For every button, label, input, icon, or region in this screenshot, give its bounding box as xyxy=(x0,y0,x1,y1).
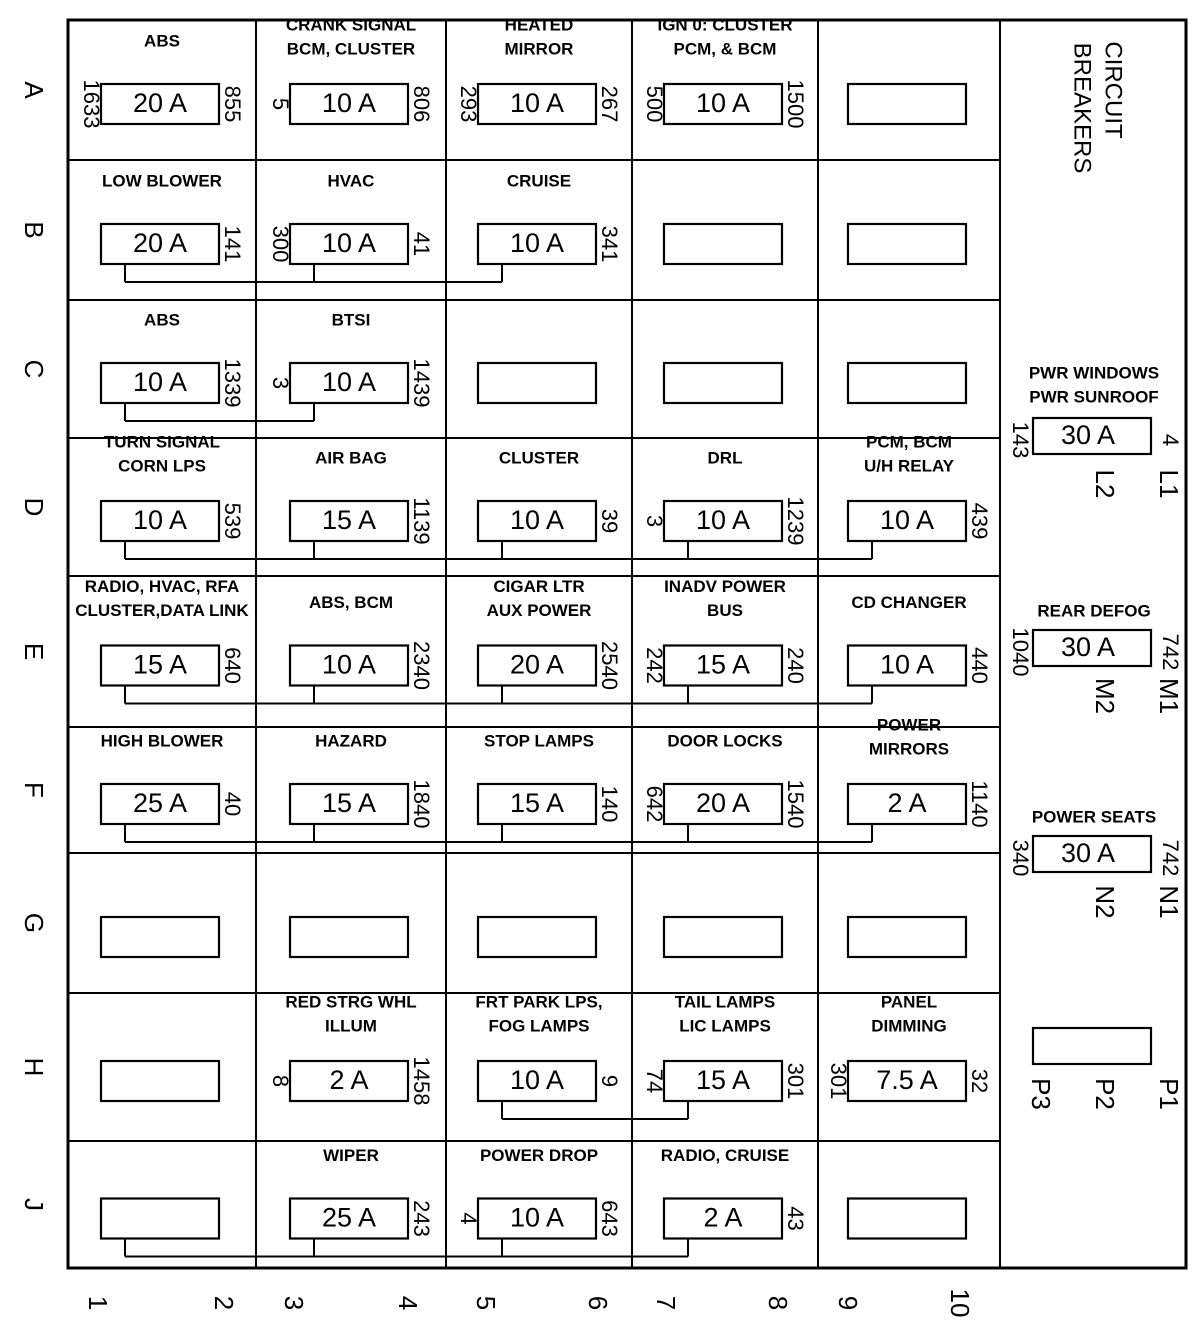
fuse-rating: 10 A xyxy=(509,505,565,536)
row-label-G: G xyxy=(19,912,50,934)
fuse-pin-right: 439 xyxy=(967,502,993,540)
fuse-B5 xyxy=(848,224,966,264)
fuse-rating: 10 A xyxy=(321,228,377,259)
fuse-pin-right: 1239 xyxy=(783,496,809,546)
fuse-J5 xyxy=(848,1199,966,1239)
fuse-E4 xyxy=(642,577,808,686)
fuse-F4 xyxy=(642,731,808,828)
fuse-rating: 15 A xyxy=(321,788,377,819)
fuse-pin-right: 240 xyxy=(783,647,809,684)
fuse-rating: 10 A xyxy=(132,367,188,398)
fuse-pin-right: 1339 xyxy=(220,358,246,408)
fuse-B2 xyxy=(268,171,434,264)
fuse-label: MIRROR xyxy=(504,39,574,59)
fuse-pin-right: 1540 xyxy=(783,779,809,829)
fuse-pin-left: 8 xyxy=(268,1074,294,1088)
column-label-4: 4 xyxy=(393,1295,424,1311)
fuse-label: DOOR LOCKS xyxy=(667,731,783,751)
column-label-5: 5 xyxy=(471,1295,502,1311)
fuse-cells xyxy=(75,15,992,1238)
column-label-1: 1 xyxy=(83,1295,114,1311)
breaker-4 xyxy=(1026,1028,1184,1110)
fuse-D2 xyxy=(290,448,434,544)
fuse-E2 xyxy=(290,593,434,690)
fuse-D3 xyxy=(478,448,622,541)
fuse-label: TURN SIGNAL xyxy=(103,432,221,452)
fuse-A5 xyxy=(848,84,966,124)
fuse-F3 xyxy=(478,731,622,824)
fuse-rating: 7.5 A xyxy=(876,1065,938,1096)
fuse-label: CRUISE xyxy=(506,171,572,191)
breaker-terminal: P2 xyxy=(1090,1078,1121,1110)
fuse-pin-right: 341 xyxy=(597,225,623,263)
fuse-pin-right: 539 xyxy=(220,502,246,540)
breaker-terminal: L1 xyxy=(1154,469,1185,499)
fuse-label: ABS xyxy=(144,31,180,51)
row-label-H: H xyxy=(19,1057,50,1077)
fuse-box xyxy=(101,1199,219,1239)
fuse-rating: 10 A xyxy=(695,505,751,536)
fuse-rating: 25 A xyxy=(132,788,188,819)
breaker-label: POWER SEATS xyxy=(1031,807,1157,827)
fuse-label: CRANK SIGNAL xyxy=(285,15,417,35)
fuse-label: BUS xyxy=(707,600,743,620)
fuse-G2 xyxy=(290,917,408,957)
fuse-pin-left: 242 xyxy=(642,647,668,684)
fuse-G3 xyxy=(478,917,596,957)
breaker-rating: 30 A xyxy=(1060,420,1116,451)
row-label-B: B xyxy=(19,221,50,239)
fuse-F5 xyxy=(848,715,992,827)
fuse-label: INADV POWER xyxy=(664,576,786,596)
column-label-8: 8 xyxy=(763,1295,794,1311)
fuse-C5 xyxy=(848,363,966,403)
breaker-label: REAR DEFOG xyxy=(1037,601,1151,621)
fuse-F1 xyxy=(101,731,246,824)
fuse-C3 xyxy=(478,363,596,403)
fuse-pin-right: 1139 xyxy=(409,497,435,545)
column-label-10: 10 xyxy=(945,1288,976,1318)
breaker-2 xyxy=(1008,601,1184,714)
row-label-A: A xyxy=(19,81,50,99)
fuse-rating: 20 A xyxy=(695,788,751,819)
fuse-rating: 10 A xyxy=(321,88,377,119)
fuse-label: AIR BAG xyxy=(315,448,387,468)
column-label-2: 2 xyxy=(209,1295,240,1311)
fuse-label: U/H RELAY xyxy=(863,456,955,476)
fuse-rating: 15 A xyxy=(132,649,188,680)
fuse-A2 xyxy=(268,15,434,124)
breaker-terminal: P3 xyxy=(1026,1078,1057,1110)
fuse-rating: 10 A xyxy=(321,367,377,398)
fuse-label: ILLUM xyxy=(325,1016,377,1036)
fuse-pin-right: 301 xyxy=(783,1062,809,1100)
fuse-label: LOW BLOWER xyxy=(102,171,222,191)
fuse-J3 xyxy=(456,1146,622,1239)
fuse-box xyxy=(664,917,782,957)
fuse-pin-right: 43 xyxy=(783,1206,809,1231)
fuse-pin-left: 3 xyxy=(268,376,294,390)
fuse-box xyxy=(848,84,966,124)
fuse-D5 xyxy=(848,432,992,541)
fuse-box xyxy=(848,917,966,957)
fuse-rating: 2 A xyxy=(329,1065,369,1096)
fuse-label: PANEL xyxy=(880,992,938,1012)
fuse-J4 xyxy=(661,1146,808,1239)
fuse-B4 xyxy=(664,224,782,264)
fuse-pin-left: 5 xyxy=(268,97,294,111)
fuse-box xyxy=(848,1199,966,1239)
breaker-pin-right: 4 xyxy=(1158,433,1184,447)
fuse-A4 xyxy=(642,15,808,128)
fuse-pin-right: 32 xyxy=(967,1068,993,1094)
breaker-terminal: L2 xyxy=(1090,469,1121,499)
column-label-3: 3 xyxy=(279,1295,310,1311)
fuse-label: RADIO, HVAC, RFA xyxy=(84,576,240,596)
fuse-D4 xyxy=(642,448,808,545)
fuse-label: CLUSTER xyxy=(498,448,580,468)
fuse-label: RADIO, CRUISE xyxy=(660,1145,790,1165)
breaker-terminal: P1 xyxy=(1154,1078,1185,1110)
fuse-G1 xyxy=(101,917,219,957)
circuit-breakers-panel xyxy=(1008,41,1184,1110)
fuse-label: DIMMING xyxy=(871,1016,947,1036)
fuse-label: ABS, BCM xyxy=(308,592,394,612)
fuse-G4 xyxy=(664,917,782,957)
fuse-B1 xyxy=(101,171,245,264)
fuse-label: POWER DROP xyxy=(479,1145,599,1165)
fuse-J2 xyxy=(290,1146,434,1239)
fuse-box xyxy=(664,224,782,264)
fuse-label: AUX POWER xyxy=(486,600,592,620)
fuse-pin-left: 4 xyxy=(456,1212,482,1225)
fuse-J1 xyxy=(101,1199,219,1239)
fuse-pin-right: 1140 xyxy=(967,780,993,828)
fuse-label: TAIL LAMPS xyxy=(674,992,776,1012)
fuse-rating: 10 A xyxy=(509,228,565,259)
fuse-label: DRL xyxy=(707,448,743,468)
fuse-rating: 10 A xyxy=(321,649,377,680)
fuse-label: MIRRORS xyxy=(868,739,950,759)
fuse-H4 xyxy=(642,992,808,1101)
fuse-pin-right: 40 xyxy=(220,791,246,817)
fuse-pin-left: 642 xyxy=(642,785,668,823)
column-label-7: 7 xyxy=(651,1295,682,1311)
fuse-E1 xyxy=(75,577,249,686)
fuse-label: POWER xyxy=(876,715,942,735)
fuse-box xyxy=(478,363,596,403)
fuse-label: CD CHANGER xyxy=(851,592,967,612)
breakers-title-line: BREAKERS xyxy=(1068,42,1096,174)
fuse-E5 xyxy=(848,593,992,686)
breaker-label: PWR WINDOWS xyxy=(1028,363,1160,383)
breaker-pin-right: 742 xyxy=(1158,839,1184,877)
fuse-label: CIGAR LTR xyxy=(493,576,585,596)
breaker-terminal: M2 xyxy=(1090,677,1121,715)
fuse-pin-right: 643 xyxy=(597,1200,623,1237)
fuse-pin-left: 293 xyxy=(456,85,482,123)
column-label-9: 9 xyxy=(833,1295,864,1311)
fuse-label: ABS xyxy=(144,310,180,330)
fuse-pin-right: 2540 xyxy=(597,641,623,690)
fuse-rating: 20 A xyxy=(132,88,188,119)
breaker-rating: 30 A xyxy=(1060,838,1116,869)
fuse-H1 xyxy=(101,1061,219,1101)
fuse-label: HVAC xyxy=(327,171,375,191)
row-label-E: E xyxy=(19,642,50,661)
fuse-label: FOG LAMPS xyxy=(488,1016,590,1036)
fuse-B3 xyxy=(478,171,622,264)
fuse-rating: 10 A xyxy=(879,505,935,536)
fuse-label: BCM, CLUSTER xyxy=(286,39,416,59)
fuse-pin-right: 640 xyxy=(220,647,246,684)
fuse-pin-right: 2340 xyxy=(409,641,435,690)
fuse-pin-left: 301 xyxy=(826,1062,852,1100)
fuse-label: PCM, BCM xyxy=(866,432,952,452)
fuse-label: STOP LAMPS xyxy=(484,731,594,751)
row-label-F: F xyxy=(19,782,50,798)
fuse-rating: 15 A xyxy=(695,649,751,680)
fuse-rating: 20 A xyxy=(132,228,188,259)
fuse-label: CLUSTER,DATA LINK xyxy=(75,600,249,620)
fuse-A1 xyxy=(79,31,245,128)
fuse-box xyxy=(848,224,966,264)
fuse-label: WIPER xyxy=(323,1145,379,1165)
fuse-box xyxy=(101,1061,219,1101)
breaker-pin-left: 1040 xyxy=(1008,627,1034,677)
fuse-pin-right: 1500 xyxy=(783,79,809,129)
breaker-terminal: N1 xyxy=(1154,885,1185,919)
fuse-C1 xyxy=(101,310,245,407)
fuse-H2 xyxy=(268,992,434,1105)
breaker-rating: 30 A xyxy=(1060,632,1116,663)
fuse-rating: 10 A xyxy=(509,1065,565,1096)
fuse-F2 xyxy=(290,731,434,828)
fuse-label: RED STRG WHL xyxy=(285,992,417,1012)
fuse-pin-right: 1458 xyxy=(409,1056,435,1106)
fuse-rating: 15 A xyxy=(509,788,565,819)
fuse-rating: 25 A xyxy=(321,1202,377,1233)
fuse-A3 xyxy=(456,15,622,124)
fuse-pin-left: 74 xyxy=(642,1068,668,1094)
fuse-pin-right: 9 xyxy=(597,1074,623,1088)
breaker-terminal: M1 xyxy=(1154,677,1185,715)
breaker-box xyxy=(1033,1028,1151,1064)
breaker-pin-left: 143 xyxy=(1008,421,1034,459)
fuse-box xyxy=(290,917,408,957)
fuse-G5 xyxy=(848,917,966,957)
fuse-rating: 10 A xyxy=(879,649,935,680)
axis-labels xyxy=(19,81,975,1317)
column-label-6: 6 xyxy=(583,1295,614,1311)
fuse-label: CORN LPS xyxy=(118,456,206,476)
fuse-rating: 15 A xyxy=(695,1065,751,1096)
breaker-terminal: N2 xyxy=(1090,885,1121,919)
fuse-box xyxy=(101,917,219,957)
fuse-E3 xyxy=(478,577,622,690)
fuse-rating: 10 A xyxy=(132,505,188,536)
breaker-1 xyxy=(1008,363,1184,498)
fuse-pin-right: 855 xyxy=(220,85,246,123)
breaker-pin-right: 742 xyxy=(1158,633,1184,671)
fuse-label: HAZARD xyxy=(315,731,387,751)
fuse-label: HEATED xyxy=(504,15,574,35)
fuse-pin-left: 300 xyxy=(268,225,294,263)
fuse-label: HIGH BLOWER xyxy=(100,731,224,751)
breaker-pin-left: 340 xyxy=(1008,839,1034,877)
fuse-C4 xyxy=(664,363,782,403)
fuse-rating: 15 A xyxy=(321,505,377,536)
fuse-box xyxy=(478,917,596,957)
fuse-pin-right: 141 xyxy=(220,225,246,263)
fuse-pin-right: 243 xyxy=(409,1200,435,1237)
fuse-box xyxy=(848,363,966,403)
fuse-pin-left: 1633 xyxy=(79,79,105,129)
fuse-pin-right: 140 xyxy=(597,785,623,823)
bus-wires xyxy=(125,264,872,1257)
fuse-rating: 2 A xyxy=(703,1202,743,1233)
fuse-C2 xyxy=(268,310,434,407)
fuse-pin-right: 440 xyxy=(967,647,993,684)
fuse-pin-left: 3 xyxy=(642,514,668,528)
fuse-pin-right: 806 xyxy=(409,85,435,123)
fuse-pin-right: 41 xyxy=(409,231,435,257)
fuse-pin-right: 39 xyxy=(597,508,623,534)
fuse-H5 xyxy=(826,992,992,1101)
fuse-label: IGN 0: CLUSTER xyxy=(657,15,793,35)
fuse-label: PCM, & BCM xyxy=(673,39,777,59)
fuse-rating: 20 A xyxy=(509,649,565,680)
fuse-box xyxy=(664,363,782,403)
fuse-pin-left: 500 xyxy=(642,85,668,123)
fuse-D1 xyxy=(101,432,245,541)
breakers-title-line: CIRCUIT xyxy=(1099,41,1127,139)
fuse-rating: 2 A xyxy=(887,788,927,819)
breaker-3 xyxy=(1008,807,1184,918)
row-label-C: C xyxy=(19,359,50,379)
fuse-pin-right: 267 xyxy=(597,85,623,123)
fuse-H3 xyxy=(475,992,622,1101)
fuse-rating: 10 A xyxy=(695,88,751,119)
fuse-pin-right: 1840 xyxy=(409,779,435,829)
breaker-label: PWR SUNROOF xyxy=(1029,387,1159,407)
fuse-pin-right: 1439 xyxy=(409,358,435,408)
row-label-D: D xyxy=(19,497,50,517)
fuse-label: LIC LAMPS xyxy=(679,1016,771,1036)
fuse-label: FRT PARK LPS, xyxy=(475,992,603,1012)
fuse-label: BTSI xyxy=(331,310,371,330)
row-label-J: J xyxy=(19,1198,50,1211)
fuse-rating: 10 A xyxy=(509,88,565,119)
fuse-rating: 10 A xyxy=(509,1202,565,1233)
